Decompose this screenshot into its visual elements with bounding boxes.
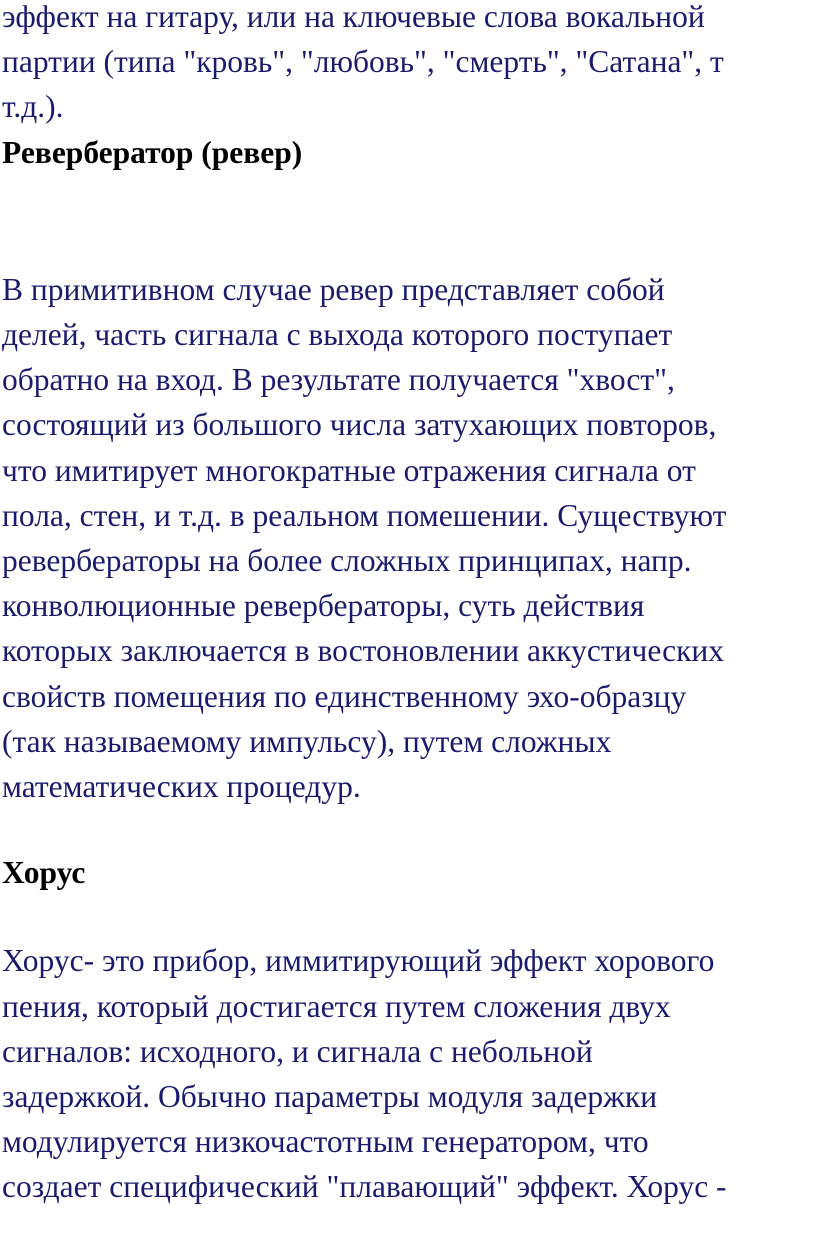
- text-line: свойств помещения по единственному эхо-образцу: [2, 678, 687, 714]
- spacer: [0, 809, 816, 850]
- text-line: которых заключается в востоновлении аккустических: [2, 633, 724, 669]
- text-line: что имитирует многократные отражения сигнала от: [2, 452, 696, 488]
- text-line: пола, стен, и т.д. в реальном помешении. Существуют: [2, 497, 727, 533]
- text-line: Хорус- это прибор, иммитирующий эффект хорового: [2, 943, 715, 979]
- spacer: [0, 175, 816, 224]
- text-line: пения, который достигается путем сложения двух: [2, 988, 671, 1024]
- text-line: модулируется низкочастотным генератором, что: [2, 1124, 649, 1160]
- text-line: состоящий из большого числа затухающих повторов,: [2, 407, 717, 443]
- spacer: [0, 895, 816, 938]
- chorus-heading: Хорус: [2, 855, 86, 891]
- spacer: [0, 224, 816, 267]
- reverb-paragraph: [0, 267, 816, 809]
- text-line: эффект на гитару, или на ключевые слова вокальной: [2, 0, 705, 34]
- text-line: партии (типа "кровь", "любовь", "смерть", "Сатана", т: [2, 44, 724, 80]
- text-line: обратно на вход. В результате получается "хвост",: [2, 362, 675, 398]
- text-line: ревербераторы на более сложных принципах, напр.: [2, 543, 692, 579]
- chorus-paragraph: [0, 938, 816, 1209]
- text-line: В примитивном случае ревер представляет собой: [2, 271, 665, 307]
- intro-paragraph: [0, 0, 816, 130]
- text-line: сигналов: исходного, и сигнала с небольной: [2, 1033, 593, 1069]
- text-line: создает специфический "плавающий" эффект. Хорус -: [2, 1169, 727, 1205]
- text-line: (так называемому импульсу), путем сложных: [2, 723, 612, 759]
- text-line: т.д.).: [2, 89, 64, 125]
- text-line: делей, часть сигнала с выхода которого поступает: [2, 317, 673, 353]
- text-line: математических процедур.: [2, 769, 361, 805]
- reverb-heading: Ревербератор (ревер): [2, 134, 303, 170]
- text-line: задержкой. Обычно параметры модуля задержки: [2, 1079, 658, 1115]
- text-line: конволюционные ревербераторы, суть действия: [2, 588, 645, 624]
